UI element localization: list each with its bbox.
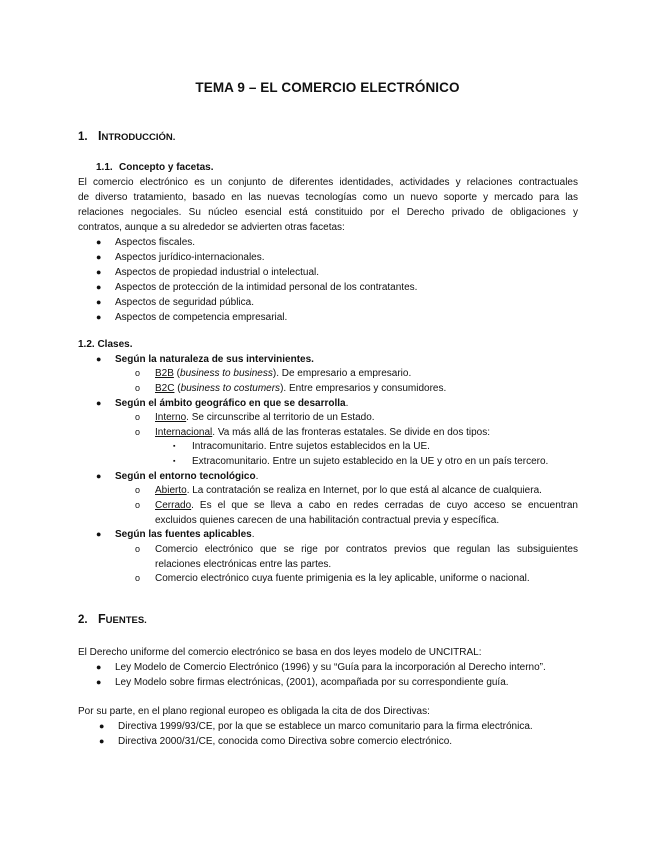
list-item: Ley Modelo de Comercio Electrónico (1996) y su “Guía para la incorporación al Derecho interno”. [115, 662, 546, 673]
subsection-1-1-number: 1.1. [96, 162, 113, 173]
list-item: B2B (business to business). De empresario a empresario. [155, 368, 412, 379]
section-2-heading-rest: UENTES. [105, 615, 147, 626]
list-item: Extracomunitario. Entre un sujeto establecido en la UE y otro en un país tercero. [192, 456, 549, 467]
bullet-disc-icon: ● [96, 398, 102, 408]
class-group-title: Según la naturaleza de sus intervinientes. [115, 354, 314, 365]
bullet-circle-icon: o [135, 544, 141, 554]
list-item: Abierto. La contratación se realiza en Internet, por lo que está al alcance de cualquiera. [155, 485, 542, 496]
list-item: B2C (business to costumers). Entre empresarios y consumidores. [155, 383, 447, 394]
bullet-circle-icon: o [135, 368, 141, 378]
section-2-heading-initial: F [98, 612, 106, 626]
list-item: Aspectos de protección de la intimidad personal de los contratantes. [115, 282, 418, 293]
section-1-number: 1. [78, 131, 88, 143]
bullet-disc-icon: ● [96, 297, 102, 307]
list-item: Interno. Se circunscribe al territorio de un Estado. [155, 412, 375, 423]
list-item: Comercio electrónico cuya fuente primigenia es la ley aplicable, uniforme o nacional. [155, 573, 530, 584]
bullet-square-icon: ▪ [173, 443, 176, 450]
class-group-title: Según las fuentes aplicables. [115, 529, 255, 540]
bullet-circle-icon: o [135, 573, 141, 583]
list-item: Aspectos de propiedad industrial o intelectual. [115, 267, 320, 278]
bullet-disc-icon: ● [96, 354, 102, 364]
paragraph: El Derecho uniforme del comercio electrónico se basa en dos leyes modelo de UNCITRAL: [78, 647, 482, 658]
section-2-heading [78, 612, 147, 628]
section-1-heading-rest: NTRODUCCIÓN. [101, 132, 176, 143]
bullet-disc-icon: ● [96, 677, 102, 687]
bullet-disc-icon: ● [96, 282, 102, 292]
bullet-disc-icon: ● [96, 267, 102, 277]
bullet-circle-icon: o [135, 500, 141, 510]
class-group-title: Según el entorno tecnológico. [115, 471, 259, 482]
term-b2c: B2C [155, 383, 175, 394]
term-b2b: B2B [155, 368, 174, 379]
list-item: Directiva 1999/93/CE, por la que se establece un marco comunitario para la firma electrónica. [118, 721, 533, 732]
list-item: Aspectos de competencia empresarial. [115, 312, 288, 323]
bullet-disc-icon: ● [99, 736, 105, 746]
class-group-title: Según el ámbito geográfico en que se desarrolla. [115, 398, 349, 409]
paragraph: Por su parte, en el plano regional europeo es obligada la cita de dos Directivas: [78, 706, 430, 717]
list-item: Cerrado. Es el que se lleva a cabo en redes cerradas de cuyo acceso se encuentran [155, 500, 578, 511]
list-item: Internacional. Va más allá de las fronteras estatales. Se divide en dos tipos: [155, 427, 491, 438]
bullet-circle-icon: o [135, 412, 141, 422]
list-item: Aspectos de seguridad pública. [115, 297, 254, 308]
bullet-disc-icon: ● [96, 237, 102, 247]
list-item: Aspectos fiscales. [115, 237, 196, 248]
list-item: Directiva 2000/31/CE, conocida como Directiva sobre comercio electrónico. [118, 736, 453, 747]
paragraph-line: El comercio electrónico es un conjunto de diferentes identidades, actividades y relaciones contractuales [78, 177, 578, 188]
bullet-disc-icon: ● [96, 471, 102, 481]
section-1-heading-initial: I [98, 129, 102, 143]
section-2-number: 2. [78, 614, 88, 626]
bullet-circle-icon: o [135, 485, 141, 495]
list-item: Aspectos jurídico-internacionales. [115, 252, 265, 263]
subsection-1-2-heading: 1.2. Clases. [78, 339, 133, 350]
list-item: Intracomunitario. Entre sujetos establecidos en la UE. [192, 441, 430, 452]
list-item-continuation: relaciones electrónicas entre las partes. [155, 559, 332, 570]
document-title: TEMA 9 – EL COMERCIO ELECTRÓNICO [195, 80, 460, 95]
bullet-disc-icon: ● [96, 529, 102, 539]
subsection-1-1-heading [96, 160, 213, 175]
list-item-continuation: excluidos quienes carecen de una habilitación contractual previa y específica. [155, 515, 500, 526]
bullet-square-icon: ▪ [173, 458, 176, 465]
paragraph-line: contratos, aunque a su alrededor se advierten otras facetas: [78, 222, 345, 233]
bullet-disc-icon: ● [96, 312, 102, 322]
paragraph-line: relaciones negociales. Su núcleo esencial está constituido por el Derecho privado de obligaciones y [78, 207, 578, 218]
bullet-circle-icon: o [135, 427, 141, 437]
list-item: Ley Modelo sobre firmas electrónicas, (2001), acompañada por su correspondiente guía. [115, 677, 509, 688]
list-item: Comercio electrónico que se rige por contratos previos que regulan las subsiguientes [155, 544, 578, 555]
section-1-heading [78, 129, 175, 145]
bullet-circle-icon: o [135, 383, 141, 393]
bullet-disc-icon: ● [99, 721, 105, 731]
paragraph-line: de diverso tratamiento, basado en las nuevas tecnologías como un nuevo soporte y mercado para las [78, 192, 578, 203]
bullet-disc-icon: ● [96, 252, 102, 262]
bullet-disc-icon: ● [96, 662, 102, 672]
subsection-1-1-title: Concepto y facetas. [119, 162, 214, 173]
